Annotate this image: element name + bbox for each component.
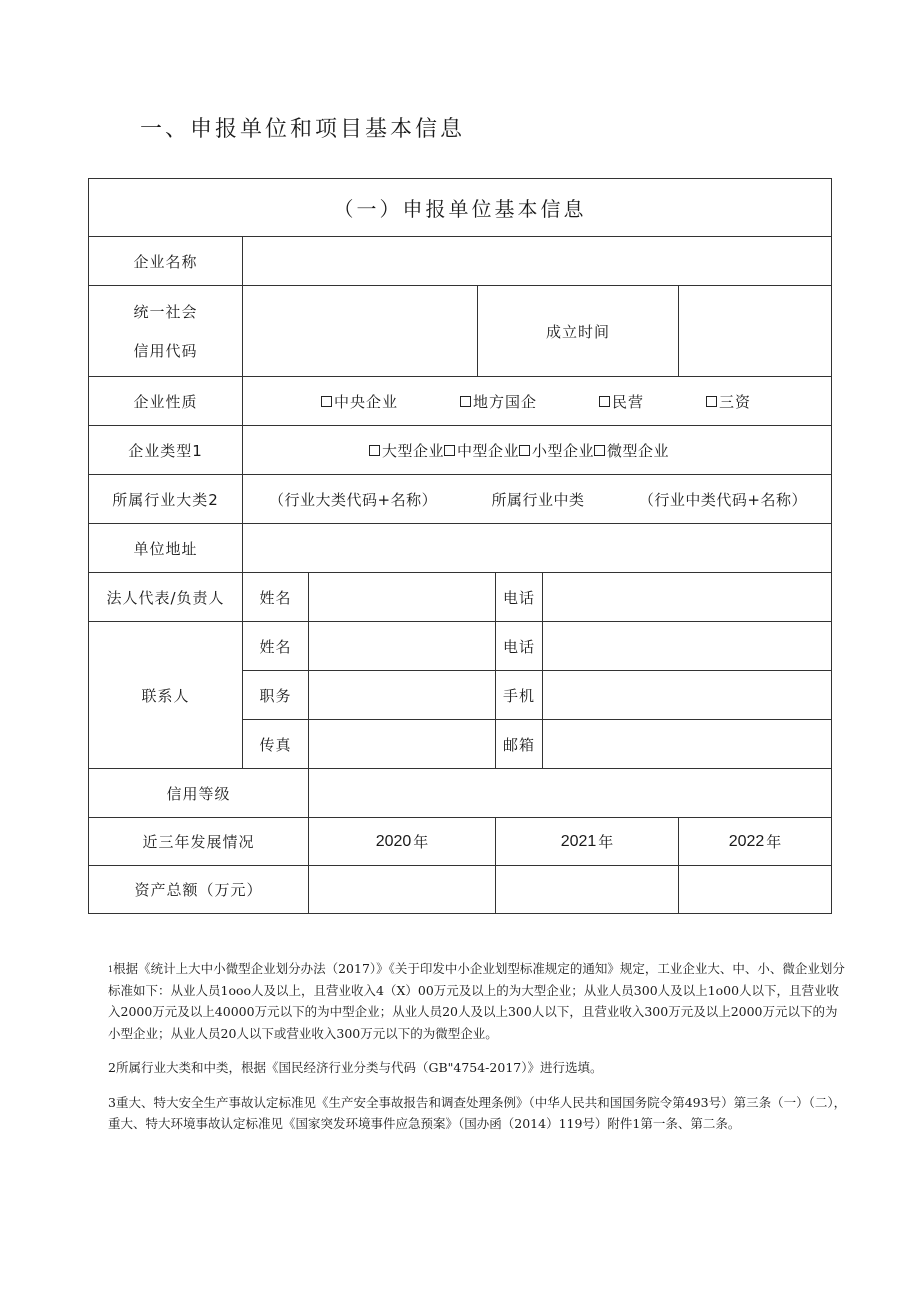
credit-code-label <box>89 286 243 377</box>
industry-field[interactable] <box>243 475 832 524</box>
development-label: 近三年发展情况 <box>89 818 309 866</box>
nature-option-foreign[interactable]: 三资 <box>706 391 751 412</box>
credit-code-label-line2: 信用代码 <box>133 342 198 360</box>
checkbox-icon <box>594 445 605 456</box>
type-label: 企业类型1 <box>89 426 243 475</box>
footnotes <box>108 958 848 1148</box>
contact-mobile-field[interactable] <box>543 671 832 720</box>
footnote-2: 2所属行业大类和中类，根据《国民经济行业分类与代码（GB"4754-2017）》进行选填。 <box>108 1060 603 1075</box>
legal-rep-label: 法人代表/负责人 <box>89 573 243 622</box>
basic-info-table <box>88 178 832 914</box>
contact-name-label: 姓名 <box>243 622 309 671</box>
contact-fax-label: 传真 <box>243 720 309 769</box>
contact-email-field[interactable] <box>543 720 832 769</box>
contact-fax-field[interactable] <box>309 720 496 769</box>
credit-code-label-line1: 统一社会 <box>133 303 198 321</box>
footnote-1: $^1$根据《统计上大中小微型企业划分办法（2017）》《关于印发中小企业划型标准规定的通知》规定，工业企业大、中、小、微企业划分标准如下：从业人员1ooo人及以上，且营业收入4（X）00万元及以上的为大型企业；从业人员300人及以上1o00人以下，且营业收入2000万元及以上40000万元以下的为中型企业；从业人员20人及以上300人以下，且营业收入300万元及以上2000万元以下的为小型企业；从业人员20人以下或营业收入300万元以下的为微型企业。 <box>108 961 845 1041</box>
founded-field[interactable] <box>679 286 832 377</box>
checkbox-icon <box>444 445 455 456</box>
industry-middle-label: 所属行业中类 <box>491 490 585 509</box>
type-option-micro[interactable]: 微型企业 <box>594 440 669 461</box>
type-option-small[interactable]: 小型企业 <box>519 440 594 461</box>
type-option-medium[interactable]: 中型企业 <box>444 440 519 461</box>
nature-option-local[interactable]: 地方国企 <box>460 391 537 412</box>
assets-2022-field[interactable] <box>679 866 832 914</box>
checkbox-icon <box>599 396 610 407</box>
contact-phone-label: 电话 <box>496 622 543 671</box>
industry-middle-hint: （行业中类代码+名称） <box>638 490 807 509</box>
contact-position-field[interactable] <box>309 671 496 720</box>
nature-option-central[interactable]: 中央企业 <box>321 391 398 412</box>
credit-rating-field[interactable] <box>309 769 832 818</box>
legal-rep-phone-label: 电话 <box>496 573 543 622</box>
assets-label: 资产总额（万元） <box>89 866 309 914</box>
industry-major-hint: （行业大类代码+名称） <box>269 490 438 509</box>
industry-label: 所属行业大类2 <box>89 475 243 524</box>
footnote-3: 3重大、特大安全生产事故认定标准见《生产安全事故报告和调查处理条例》（中华人民共和国国务院令第493号）第三条（一）（二），重大、特大环境事故认定标准见《国家突发环境事件应急预案》（国办函（2014）119号）附件1第一条、第二条。 <box>108 1094 847 1131</box>
checkbox-icon <box>321 396 332 407</box>
type-option-large[interactable]: 大型企业 <box>369 440 444 461</box>
legal-rep-name-label: 姓名 <box>243 573 309 622</box>
credit-code-field[interactable] <box>243 286 478 377</box>
credit-rating-label: 信用等级 <box>89 769 309 818</box>
company-name-field[interactable] <box>243 237 832 286</box>
page-heading: 一、申报单位和项目基本信息 <box>140 117 466 142</box>
nature-options <box>243 377 832 426</box>
address-field[interactable] <box>243 524 832 573</box>
contact-position-label: 职务 <box>243 671 309 720</box>
section-title: （一）申报单位基本信息 <box>89 179 832 237</box>
footnote-1-mark: 1 <box>108 965 114 974</box>
address-label: 单位地址 <box>89 524 243 573</box>
company-name-label: 企业名称 <box>89 237 243 286</box>
nature-label: 企业性质 <box>89 377 243 426</box>
legal-rep-name-field[interactable] <box>309 573 496 622</box>
year-2020-header: 2020 年 <box>309 818 496 866</box>
checkbox-icon <box>460 396 471 407</box>
contact-email-label: 邮箱 <box>496 720 543 769</box>
contact-label: 联系人 <box>89 622 243 769</box>
legal-rep-phone-field[interactable] <box>543 573 832 622</box>
checkbox-icon <box>369 445 380 456</box>
contact-phone-field[interactable] <box>543 622 832 671</box>
assets-2021-field[interactable] <box>496 866 679 914</box>
assets-2020-field[interactable] <box>309 866 496 914</box>
contact-mobile-label: 手机 <box>496 671 543 720</box>
year-2021-header: 2021 年 <box>496 818 679 866</box>
checkbox-icon <box>519 445 530 456</box>
type-options <box>243 426 832 475</box>
year-2022-header: 2022 年 <box>679 818 832 866</box>
checkbox-icon <box>706 396 717 407</box>
founded-label: 成立时间 <box>478 286 679 377</box>
nature-option-private[interactable]: 民营 <box>599 391 644 412</box>
contact-name-field[interactable] <box>309 622 496 671</box>
